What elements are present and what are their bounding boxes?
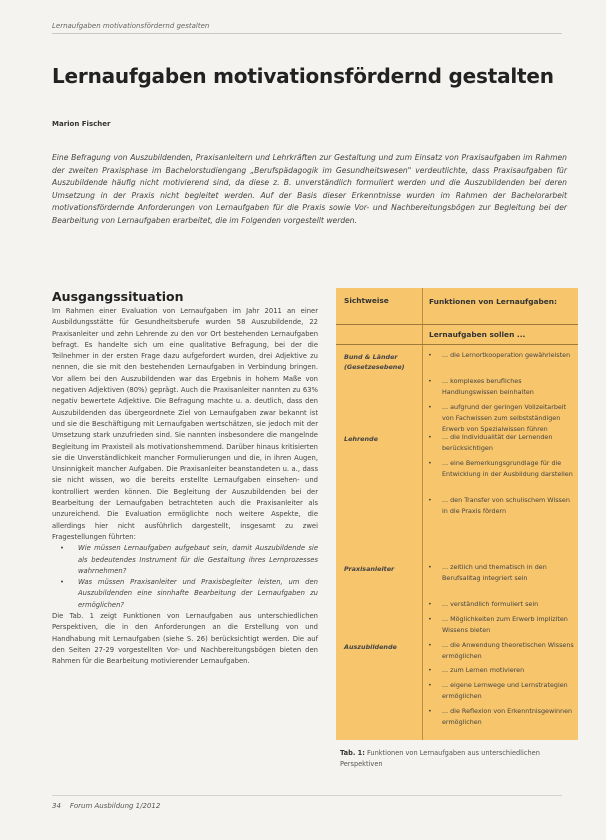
bullet-icon: •: [428, 681, 432, 689]
function-item: • ... die Anwendung theoretischen Wissens ermöglichen: [428, 641, 574, 660]
bullet-icon: •: [428, 496, 432, 504]
function-item: • ... die Reflexion von Erkenntnisgewinnen ermöglichen: [428, 707, 573, 726]
caption-label: Tab. 1:: [340, 749, 365, 757]
column-divider: [422, 288, 423, 740]
table-header-functions: Funktionen von Lernaufgaben:: [429, 297, 557, 306]
function-item: • ... zeitlich und thematisch in den Berufsalltag integriert sein: [428, 563, 547, 582]
bullet-icon: •: [428, 377, 432, 385]
bullet-icon: •: [428, 615, 432, 623]
footer-rule: [52, 795, 562, 796]
row-label-praxisanleiter: Praxisanleiter: [344, 565, 395, 573]
function-item: • ... komplexes berufliches Handlungswissen beinhalten: [428, 377, 534, 396]
function-item: • ... die Individualität der Lernenden berücksichtigen: [428, 433, 553, 452]
table-header-perspective: Sichtweise: [344, 296, 389, 305]
function-item: • ... verständlich formuliert sein: [428, 600, 539, 608]
bullet-icon: •: [60, 544, 65, 553]
header-rule: [52, 33, 562, 34]
page-number: 34: [52, 802, 61, 810]
bullet-icon: •: [428, 563, 432, 571]
functions-table: [336, 288, 578, 740]
bullet-item-2: • Was müssen Praxisanleiter und Praxisbegleiter leisten, um den Auszubildenden eine sinnhafte Bearbeitung der Lernaufgaben zu ermöglichen?: [60, 578, 318, 609]
function-item: • ... Möglichkeiten zum Erwerb impliziten Wissens bieten: [428, 615, 568, 634]
bullet-icon: •: [428, 641, 432, 649]
bullet-icon: •: [428, 600, 432, 608]
function-item: • ... zum Lernen motivieren: [428, 666, 525, 674]
bullet-icon: •: [428, 666, 432, 674]
body-paragraph-2: Die Tab. 1 zeigt Funktionen von Lernaufgaben aus unterschiedlichen Perspektiven, die in den Anforderungen an die Erstellung von und Handhabung mit Lernaufgaben (siehe S. 26) berücksichtigt werden. Die auf den Seiten 27-29 vorgestellten Vor- und Nachbereitungsbögen bieten den Rahmen für die Bearbeitung motivierender Lernaufgaben.: [52, 612, 318, 666]
function-item: • ... eine Bemerkungsgrundlage für die Entwicklung in der Ausbildung darstellen: [428, 459, 573, 478]
bullet-list: [52, 543, 318, 611]
bullet-icon: •: [428, 351, 432, 359]
bullet-icon: •: [428, 707, 432, 715]
row-label-auszubildende: Auszubildende: [344, 643, 397, 651]
row-label-lehrende: Lehrende: [344, 435, 378, 443]
caption-text: Funktionen von Lernaufgaben aus unterschiedlichen Perspektiven: [340, 749, 540, 768]
bullet-icon: •: [60, 578, 65, 587]
bullet-icon: •: [428, 459, 432, 467]
function-item: • ... aufgrund der geringen Vollzeitarbeit von Fachwissen zum selbstständigen Erwerb von Spezialwissen führen: [428, 403, 567, 433]
body-paragraph-1: Im Rahmen einer Evaluation von Lernaufgaben im Jahr 2011 an einer Ausbildungsstätte für Gesundheitsberufe wurden 58 Auszubildende, 22 Praxisanleiter und zehn Lehrende zu den vor Ort bestehenden Lernaufgaben befragt. Es handelte sich um eine qualitative Befragung, bei der die Teilnehmer in der ersten Frage dazu aufgefordert wurden, drei Adjektive zu nennen, die sie mit den bestehenden Lernaufgaben in Verbindung bringen. Vor allem bei den Auszubildenden war das Ergebnis in hohem Maße von negativen Adjektiven (80%) geprägt. Auch die Praxisanleiter nannten zu 63% negativ bewertete Adjektive. Die Befragung machte u. a. deutlich, dass den Auszubildenden das übergeordnete Ziel von Lernaufgaben zwar bekannt ist und sie die Beschäftigung mit Lernaufgaben wertschätzen, sie jedoch mit der Umsetzung stark unzufrieden sind. Sie nannten insbesondere die mangelnde Begleitung im Praxisteil als motivationshemmend. Darüber hinaus kritisierten sie die Unverständlichkeit mancher Formulierungen und die, in ihren Augen, Unsinnigkeit mancher Aufgaben. Die Praxisanleiter beanstandeten u. a., dass sie nicht wissen, wo die bereits erstellte Lernaufgaben einsehen- und kontrolliert werden können. Die Begleitung der Auszubildenden bei der Bearbeitung der Lernaufgaben betrachteten auch die Praxisanleiter als unzureichend. Die Evaluation ermöglichte noch weitere Aspekte, die allerdings hier nicht ausführlich dargestellt, insgesamt zu zwei Fragestellungen führten:: [52, 307, 318, 541]
bullet-item-1: • Wie müssen Lernaufgaben aufgebaut sein, damit Auszubildende sie als bedeutendes Instrument für die Gestaltung ihres Lernprozesses wahrnehmen?: [60, 544, 318, 575]
table-rule-1: [336, 324, 578, 325]
table-subheader: Lernaufgaben sollen ...: [429, 330, 526, 339]
function-item: • ... die Lernortkooperation gewährleisten: [428, 351, 571, 359]
body-column: [52, 306, 318, 668]
article-title: Lernaufgaben motivationsfördernd gestalten: [52, 64, 554, 88]
section-heading: Ausgangssituation: [52, 289, 184, 304]
table-caption: [340, 748, 576, 769]
table-rule-2: [336, 344, 578, 345]
bullet-icon: •: [428, 433, 432, 441]
bullet-icon: •: [428, 403, 432, 411]
author-name: Marion Fischer: [52, 120, 111, 128]
journal-name: Forum Ausbildung 1/2012: [69, 802, 161, 810]
page-footer: [52, 802, 160, 810]
function-item: • ... eigene Lernwege und Lernstrategien ermöglichen: [428, 681, 568, 700]
running-head: Lernaufgaben motivationsfördernd gestalten: [52, 22, 210, 30]
abstract: Eine Befragung von Auszubildenden, Praxisanleitern und Lehrkräften zur Gestaltung und zum Einsatz von Praxisaufgaben im Rahmen der zweiten Praxisphase im Bachelorstudiengang „Berufspädagogik im Gesundheitswesen" verdeutlichte, dass Praxisaufgaben für Auszubildende häufig nicht motivierend sind, da diese z. B. unverständlich formuliert werden und die Auszubildenden bei deren Umsetzung in der Praxis nicht begleitet werden. Auf der Basis dieser Erkenntnisse wurden im Rahmen der Bachelorarbeit motivationsfördernde Anforderungen von Lernaufgaben für die Praxis sowie Vor- und Nachbereitungsbögen zur Begleitung bei der Bearbeitung von Lernaufgaben erarbeitet, die im Folgenden vorgestellt werden.: [52, 153, 567, 225]
function-item: • ... den Transfer von schulischem Wissen in die Praxis fördern: [428, 496, 570, 515]
row-label-bund-laender: Bund & Länder (Gesetzesebene): [344, 353, 405, 371]
